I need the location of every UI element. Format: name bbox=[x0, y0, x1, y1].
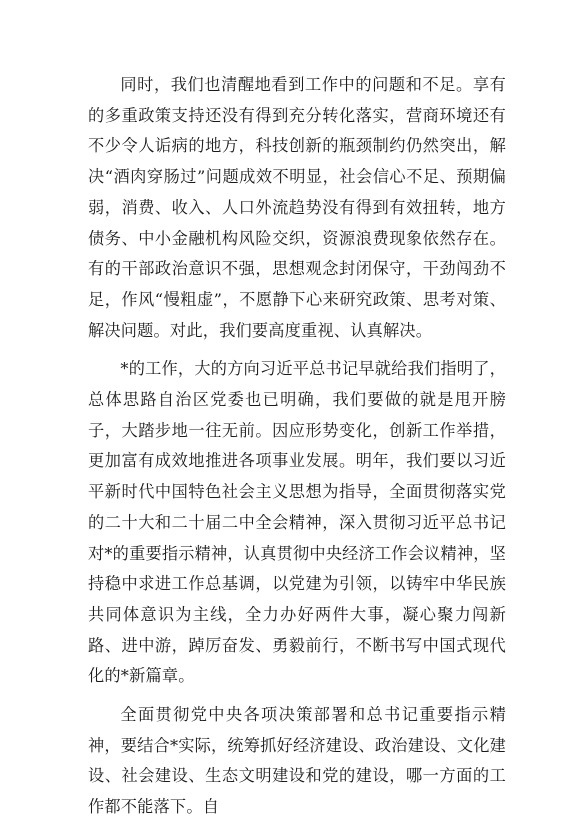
document-body bbox=[88, 70, 506, 831]
paragraph-implementation: 全面贯彻党中央各项决策部署和总书记重要指示精神，要结合*实际，统筹抓好经济建设、政治建设、文化建设、社会建设、生态文明建设和党的建设，哪一方面的工作都不能落下。自 bbox=[88, 705, 506, 817]
paragraph-problems: 同时，我们也清醒地看到工作中的问题和不足。享有的多重政策支持还没有得到充分转化落实，营商环境还有不少令人诟病的地方，科技创新的瓶颈制约仍然突出，解决“酒肉穿肠过”问题成效不明显，社会信心不足、预期偏弱，消费、收入、人口外流趋势没有得到有效扭转，地方债务、中小金融机构风险交织，资源浪费现象依然存在。有的干部政治意识不强，思想观念封闭保守，干劲闯劲不足，作风“慢粗虚”，不愿静下心来研究政策、思考对策、解决问题。对此，我们要高度重视、认真解决。 bbox=[88, 75, 506, 340]
paragraph-direction: *的工作，大的方向习近平总书记早就给我们指明了，总体思路自治区党委也已明确，我们要做的就是甩开膀子，大踏步地一往无前。因应形势变化，创新工作举措，更加富有成效地推进各项事业发展。明年，我们要以习近平新时代中国特色社会主义思想为指导，全面贯彻落实党的二十大和二十届二中全会精神，深入贯彻习近平总书记对*的重要指示精神，认真贯彻中央经济工作会议精神，坚持稳中求进工作总基调，以党建为引领，以铸牢中华民族共同体意识为主线，全力办好两件大事，凝心聚力闯新路、进中游，踔厉奋发、勇毅前行，不断书写中国式现代化的*新篇章。 bbox=[88, 359, 506, 686]
